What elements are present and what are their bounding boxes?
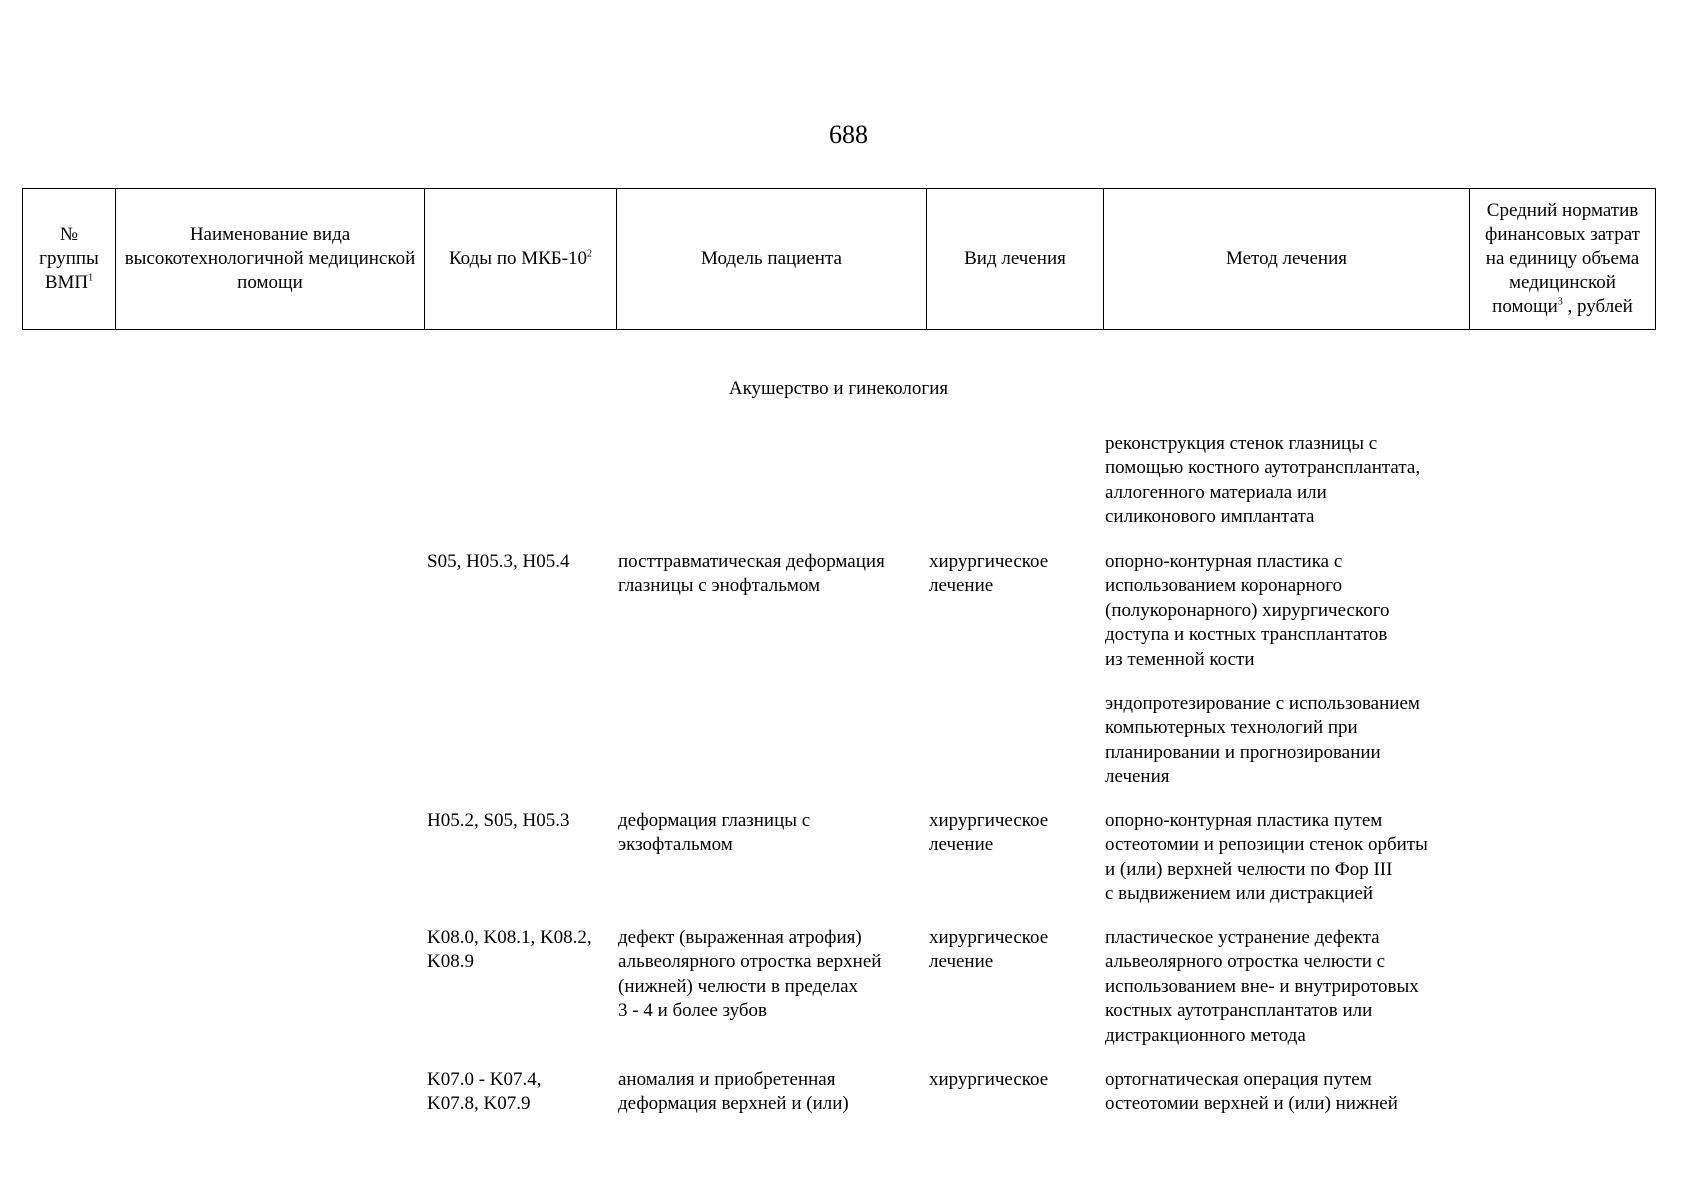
table-row-treatment-type: хирургическое: [929, 1069, 1049, 1090]
header-treatment-type: Вид лечения: [927, 189, 1104, 330]
header-care-type-name: Наименование вида высокотехнологичной медицинской помощи: [116, 189, 425, 330]
header-group-number-line1: группы: [39, 248, 99, 269]
header-treatment-method: Метод лечения: [1104, 189, 1470, 330]
header-cost-norm-unit: , рублей: [1562, 296, 1633, 317]
header-cost-norm: [1470, 189, 1656, 330]
table-row-patient-model: дефект (выраженная атрофия) альвеолярного отростка верхней (нижней) челюсти в пределах 3 - 4 и более зубов: [618, 927, 882, 1022]
table-row-codes: H05.2, S05, H05.3: [427, 810, 570, 831]
table-row-method: опорно-контурная пластика путем остеотомии и репозиции стенок орбиты и (или) верхней челюсти по Фор III с выдвижением или дистракцией: [1105, 810, 1428, 905]
header-group-number-symbol: №: [59, 224, 79, 245]
table-row-patient-model: деформация глазницы с экзофтальмом: [618, 810, 811, 856]
table-row-patient-model: аномалия и приобретенная деформация верхней и (или): [618, 1069, 849, 1115]
table-row-method: опорно-контурная пластика с использованием коронарного (полукоронарного) хирургического доступа и костных трансплантатов из теменной кости: [1105, 551, 1390, 670]
table-row-method: реконструкция стенок глазницы с помощью костного аутотрансплантата, аллогенного материала или силиконового имплантата: [1105, 433, 1421, 528]
footnote-ref-2: 2: [587, 248, 593, 260]
section-title: Акушерство и гинекология: [728, 378, 949, 399]
header-patient-model: Модель пациента: [617, 189, 927, 330]
header-icd-codes-label: Коды по МКБ-10: [448, 248, 588, 269]
table-row-patient-model: посттравматическая деформация глазницы с энофтальмом: [618, 551, 885, 597]
header-icd-codes: [425, 189, 617, 330]
page-number: 688: [829, 120, 868, 149]
table-row-method: эндопротезирование с использованием компьютерных технологий при планировании и прогнозировании лечения: [1105, 693, 1420, 788]
table-row-method: ортогнатическая операция путем остеотомии верхней и (или) нижней: [1105, 1069, 1398, 1115]
table-header: [22, 188, 1656, 330]
table-row-codes: S05, H05.3, H05.4: [427, 551, 570, 572]
header-cost-norm-label: Средний норматив финансовых затрат на единицу объема медицинской помощи: [1485, 200, 1640, 317]
table-row-codes: K07.0 - K07.4, K07.8, K07.9: [427, 1069, 542, 1115]
header-group-number-line2: ВМП: [44, 272, 89, 293]
table-row-method: пластическое устранение дефекта альвеолярного отростка челюсти с использованием вне- и внутриротовых костных аутотрансплантатов или дистракционного метода: [1105, 927, 1419, 1046]
table-row-codes: K08.0, K08.1, K08.2, K08.9: [427, 927, 592, 973]
footnote-ref-1: 1: [88, 272, 94, 284]
table-row-treatment-type: хирургическое лечение: [929, 927, 1049, 973]
footnote-ref-3: 3: [1557, 296, 1563, 308]
header-group-number: [23, 189, 116, 330]
table-row-treatment-type: хирургическое лечение: [929, 810, 1049, 856]
table-row-treatment-type: хирургическое лечение: [929, 551, 1049, 597]
